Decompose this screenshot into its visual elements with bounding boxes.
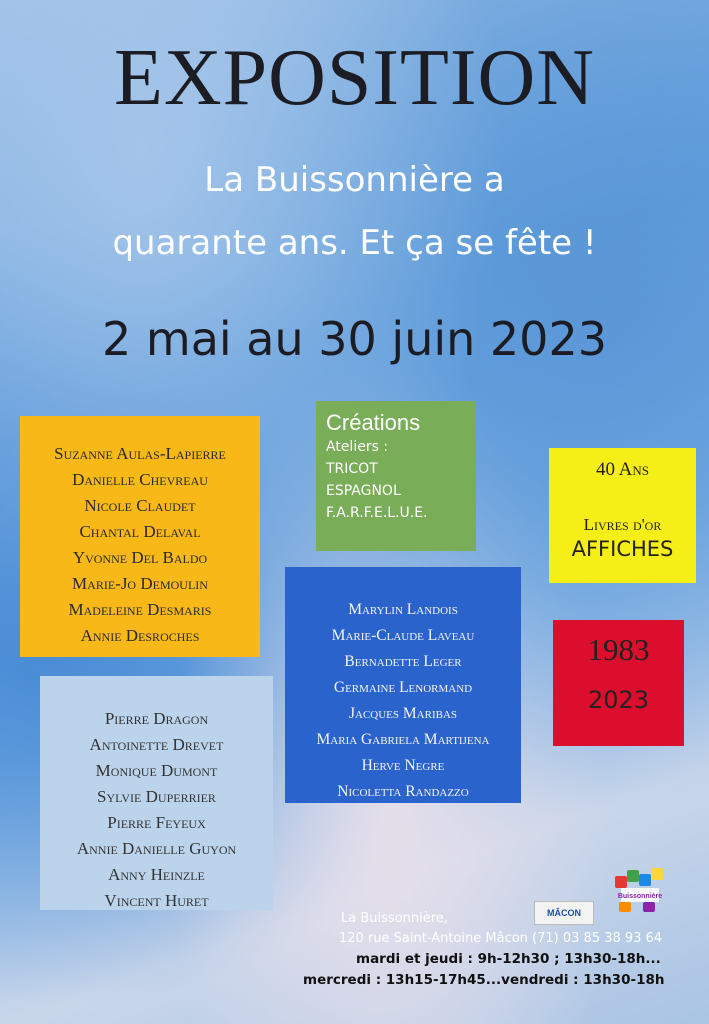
artist-name: Annie Danielle Guyon bbox=[76, 839, 237, 858]
artist-name: Yvonne Del Baldo bbox=[72, 548, 208, 567]
artist-name: Maria Gabriela Martijena bbox=[316, 731, 490, 748]
anniversary-box bbox=[549, 448, 696, 583]
poster-title: EXPOSITION bbox=[113, 34, 596, 122]
years-box bbox=[553, 620, 684, 746]
creations-line: Ateliers : bbox=[326, 439, 389, 455]
artist-name: Marie-Claude Laveau bbox=[331, 627, 475, 644]
artist-name: Sylvie Duperrier bbox=[97, 787, 216, 806]
exhibition-dates: 2 mai au 30 juin 2023 bbox=[102, 312, 607, 366]
artist-name: Marie-Jo Demoulin bbox=[72, 574, 208, 593]
artist-name: Danielle Chevreau bbox=[72, 470, 208, 489]
artist-name: Anny Heinzle bbox=[108, 865, 205, 884]
creations-line: F.A.R.F.E.L.U.E. bbox=[326, 505, 428, 521]
macon-logo: MÂCON bbox=[534, 901, 594, 925]
anniversary-affiches: AFFICHES bbox=[571, 537, 674, 561]
hours-line-1: mardi et jeudi : 9h-12h30 ; 13h30-18h... bbox=[356, 951, 661, 967]
artist-name: Madeleine Desmaris bbox=[68, 600, 212, 619]
artist-name: Jacques Maribas bbox=[348, 705, 458, 722]
artist-name: Pierre Feyeux bbox=[107, 813, 206, 832]
address-line-2: 120 rue Saint-Antoine Mâcon (71) 03 85 38 93 64 bbox=[339, 931, 663, 946]
creations-line: TRICOT bbox=[326, 461, 378, 477]
artist-name: Annie Desroches bbox=[80, 626, 200, 645]
buissonniere-logo bbox=[613, 866, 665, 914]
creations-box bbox=[316, 401, 476, 551]
artist-name: Nicole Claudet bbox=[84, 496, 196, 515]
logo-text: Buissonnière bbox=[617, 893, 663, 900]
artist-name: Antoinette Drevet bbox=[89, 735, 224, 754]
creations-heading: Créations bbox=[326, 410, 421, 435]
artist-name: Nicoletta Randazzo bbox=[337, 783, 469, 800]
artists-box-lightblue bbox=[40, 676, 273, 910]
artist-name: Pierre Dragon bbox=[104, 709, 209, 728]
puzzle-logo-icon bbox=[613, 866, 665, 914]
hours-line-2: mercredi : 13h15-17h45...vendredi : 13h30-18h bbox=[303, 972, 665, 988]
artist-name: Vincent Huret bbox=[104, 891, 209, 910]
subtitle-line-2: quarante ans. Et ça se fête ! bbox=[112, 223, 597, 263]
artist-name: Monique Dumont bbox=[95, 761, 218, 780]
artist-name: Germaine Lenormand bbox=[333, 679, 473, 696]
year-1983: 1983 bbox=[587, 632, 650, 667]
year-2023: 2023 bbox=[587, 686, 650, 714]
artist-name: Herve Negre bbox=[361, 757, 445, 774]
anniversary-livres-dor: Livres d'or bbox=[583, 515, 662, 534]
anniversary-40-ans: 40 Ans bbox=[595, 459, 650, 480]
artist-name: Chantal Delaval bbox=[79, 522, 201, 541]
address-line-1: La Buissonnière, bbox=[341, 911, 448, 926]
artist-name: Bernadette Leger bbox=[344, 653, 462, 670]
artist-name: Marylin Landois bbox=[348, 601, 458, 618]
artists-box-yellow bbox=[20, 416, 260, 657]
creations-line: ESPAGNOL bbox=[326, 483, 401, 499]
subtitle-line-1: La Buissonnière a bbox=[204, 160, 505, 200]
artist-name: Suzanne Aulas-Lapierre bbox=[54, 444, 226, 463]
artists-box-blue bbox=[285, 567, 521, 803]
